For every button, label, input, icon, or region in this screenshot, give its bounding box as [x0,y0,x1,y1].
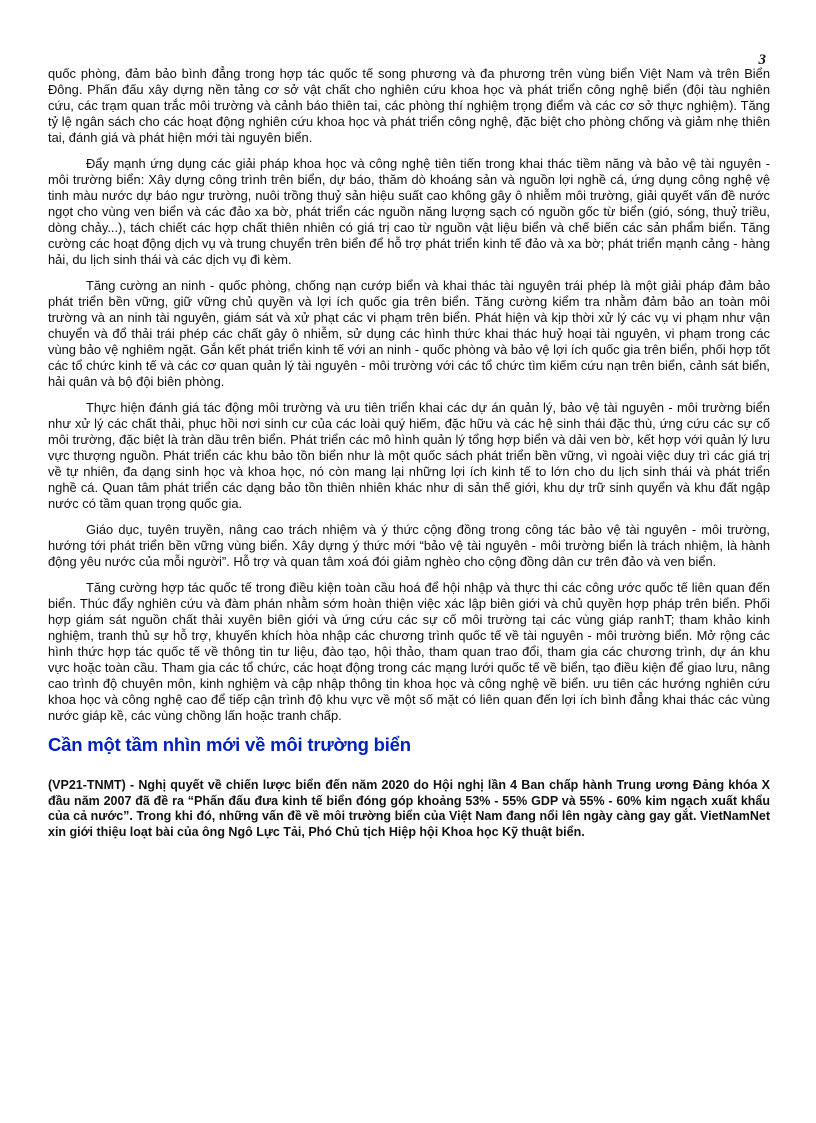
paragraph-education: Giáo dục, tuyên truyền, nâng cao trách nhiệm và ý thức cộng đồng trong công tác bảo vệ tài nguyên - môi trường, hướng tới phát triển bền vững vùng biển. Xây dựng ý thức mới “bảo vệ tài nguyên - môi trường biển là trách nhiệm, là hành động yêu nước của mỗi người”. Hỗ trợ và quan tâm xoá đói giảm nghèo cho cộng đồng dân cư trên đảo và ven biển. [48,522,770,569]
section-heading: Cần một tầm nhìn mới về môi trường biển [48,734,411,755]
paragraph-environment-assessment: Thực hiện đánh giá tác động môi trường và ưu tiên triển khai các dự án quản lý, bảo vệ tài nguyên - môi trường biển như xử lý các chất thải, phục hồi nơi sinh cư của các loài quý hiếm, đặc hữu và các hệ sinh thái đặc thù, ứng cứu các sự cố môi trường, đặc biệt là tràn dầu trên biển. Phát triển các mô hình quản lý tổng hợp biển và dải ven bờ, kết hợp với quản lý lưu vực thượng nguồn. Phát triển các khu bảo tồn biển như là một quốc sách phát triển bền vững, vì ngoài việc duy trì các giá trị về tự nhiên, đa dạng sinh học và khoa học, nó còn mang lại những lợi ích kinh tế to lớn cho du lịch sinh thái và phát triển nghề cá. Quan tâm phát triển các dạng bảo tồn thiên nhiên khác như di sản thế giới, khu dự trữ sinh quyển và khu đất ngập nước có tầm quan trọng quốc gia. [48,400,770,511]
paragraph-technology: Đẩy mạnh ứng dụng các giải pháp khoa học và công nghệ tiên tiến trong khai thác tiềm năng và bảo vệ tài nguyên - môi trường biển: Xây dựng công trình trên biển, dự báo, thăm dò khoáng sản và nguồn lợi nghề cá, ứng dụng công nghệ vệ tinh màu nước dự báo ngư trường, nuôi trồng thuỷ sản hiệu suất cao không gây ô nhiễm môi trường, giải quyết vấn đề nước ngọt cho vùng ven biển và các đảo xa bờ, phát triển các nguồn năng lượng sạch có nguồn gốc từ biển (gió, sóng, thuỷ triều, dòng chảy...), tách chiết các hợp chất thiên nhiên có giá trị cao từ nguồn vật liệu biển và chế biến các sản phẩm biển. Tăng cường các hoạt động dịch vụ và trung chuyển trên biển để hỗ trợ phát triển kinh tế đảo và xa bờ; phát triển mạnh cảng - hàng hải, du lịch sinh thái và các dịch vụ đi kèm. [48,156,770,267]
paragraph-continuation: quốc phòng, đảm bảo bình đẳng trong hợp tác quốc tế song phương và đa phương trên vùng biển Việt Nam và trên Biển Đông. Phấn đấu xây dựng nền tảng cơ sở vật chất cho nghiên cứu khoa học và phát triển công nghệ biển (đội tàu nghiên cứu, các trạm quan trắc môi trường và cảnh báo thiên tai, các phòng thí nghiệm trọng điểm và các cơ sở thực nghiệm). Tăng tỷ lệ ngân sách cho các hoạt động nghiên cứu khoa học và phát triển công nghệ, đặc biệt cho phòng chống và giảm nhẹ thiên tai, đánh giá và phát hiện mới tài nguyên biển. [48,66,770,145]
page-number: 3 [758,52,766,68]
paragraph-international-cooperation: Tăng cường hợp tác quốc tế trong điều kiện toàn cầu hoá để hội nhập và thực thi các công ước quốc tế liên quan đến biển. Thúc đẩy nghiên cứu và đàm phán nhằm sớm hoàn thiện việc xác lập biên giới và chủ quyền hợp pháp trên biển. Phối hợp giám sát nguồn chất thải xuyên biên giới và ứng cứu các sự cố môi trường tại các vùng giáp ranhT; tham khảo kinh nghiệm, tranh thủ sự hỗ trợ, khuyến khích hòa nhập các chương trình quốc tế về tài nguyên - môi trường biển. Mở rộng các hình thức hợp tác quốc tế về thông tin tư liệu, đào tạo, hội thảo, tham quan trao đổi, tham gia các chương trình, dự án khu vực hoặc toàn cầu. Tham gia các tổ chức, các hoạt động trong các mạng lưới quốc tế về biển, tạo điều kiện để giao lưu, nâng cao trình độ chuyên môn, kinh nghiệm và cập nhập thông tin khoa học và công nghệ về biển. ưu tiên các hướng nghiên cứu khoa học và công nghệ cao để tiếp cận trình độ khu vực về một số mặt có liên quan đến lợi ích bình đẳng khai thác các vùng nước giáp kề, các vùng chồng lấn hoặc tranh chấp. [48,580,770,723]
paragraph-security: Tăng cường an ninh - quốc phòng, chống nạn cướp biển và khai thác tài nguyên trái phép là một giải pháp đảm bảo phát triển bền vững, giữ vững chủ quyền và lợi ích quốc gia trên biển. Tăng cường kiểm tra nhằm đảm bảo an toàn môi trường và an ninh tài nguyên, giám sát và xử phạt các vi phạm trên biển. Phát hiện và kịp thời xử lý các vụ vi phạm như vận chuyển và đổ thải trái phép các chất gây ô nhiễm, sử dụng các hình thức khai thác huỷ hoại tài nguyên, vi phạm trong các vùng bảo vệ nghiêm ngặt. Gắn kết phát triển kinh tế với an ninh - quốc phòng và bảo vệ lợi ích quốc gia trên biển, phối hợp tốt các tổ chức kinh tế và các cơ quan quản lý tài nguyên - môi trường với các tổ chức tìm kiếm cứu nạn trên biển, cảnh sát biển, hải quân và bộ đội biên phòng. [48,278,770,389]
article-lead: (VP21-TNMT) - Nghị quyết về chiến lược biển đến năm 2020 do Hội nghị lần 4 Ban chấp hành Trung ương Đảng khóa X đầu năm 2007 đã đề ra “Phấn đấu đưa kinh tế biển đóng góp khoảng 53% - 55% GDP và 55% - 60% kim ngạch xuất khẩu của cả nước”. Trong khi đó, những vấn đề về môi trường biển của Việt Nam đang nổi lên ngày càng gay gắt. VietNamNet xin giới thiệu loạt bài của ông Ngô Lực Tải, Phó Chủ tịch Hiệp hội Khoa học Kỹ thuật biển. [48,778,770,839]
document-body [48,66,770,840]
